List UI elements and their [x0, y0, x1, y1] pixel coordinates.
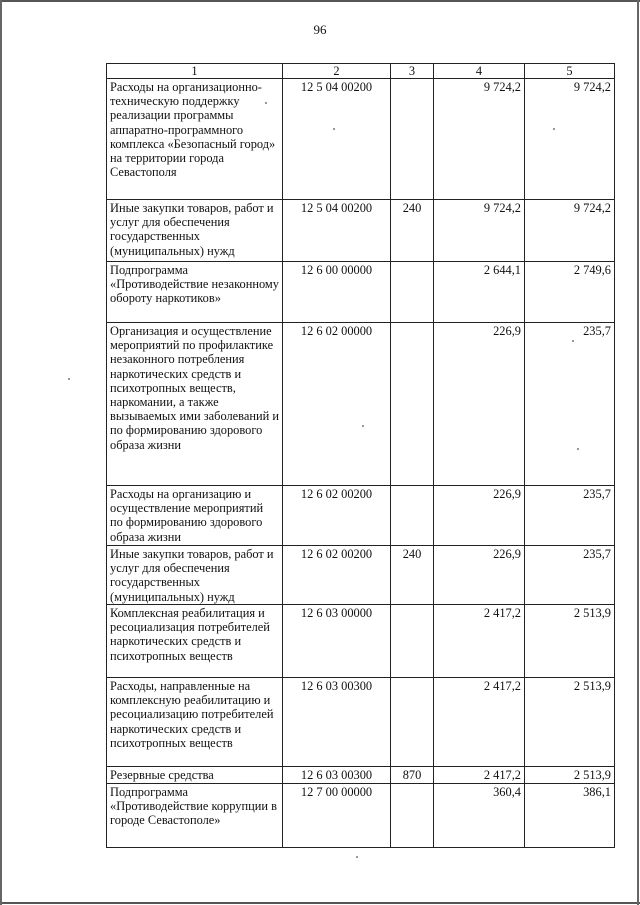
row-code: 12 6 03 00000 [283, 605, 391, 678]
row-type: 240 [391, 200, 434, 262]
row-amount-1: 9 724,2 [434, 200, 525, 262]
table-row [107, 200, 615, 262]
row-code: 12 5 04 00200 [283, 79, 391, 200]
row-amount-2: 235,7 [525, 486, 615, 546]
row-amount-1: 2 644,1 [434, 262, 525, 323]
scan-border-right [637, 0, 639, 905]
table-row [107, 546, 615, 605]
column-header-amount-2: 5 [525, 64, 615, 79]
row-amount-2: 2 513,9 [525, 767, 615, 784]
row-name: Расходы на организационно-техническую поддержку реализации программы аппаратно-программного комплекса «Безопасный город» на территории города Севастополя [107, 79, 283, 200]
scan-speck [577, 448, 579, 450]
table-row [107, 486, 615, 546]
column-header-type: 3 [391, 64, 434, 79]
row-amount-2: 2 749,6 [525, 262, 615, 323]
column-header-name: 1 [107, 64, 283, 79]
row-amount-1: 2 417,2 [434, 678, 525, 767]
row-type [391, 678, 434, 767]
row-name: Подпрограмма «Противодействие незаконному обороту наркотиков» [107, 262, 283, 323]
row-code: 12 7 00 00000 [283, 784, 391, 848]
row-name: Расходы, направленные на комплексную реабилитацию и ресоциализацию потребителей наркотических средств и психотропных веществ [107, 678, 283, 767]
row-code: 12 6 02 00000 [283, 323, 391, 486]
row-name: Подпрограмма «Противодействие коррупции в городе Севастополе» [107, 784, 283, 848]
row-amount-1: 2 417,2 [434, 605, 525, 678]
row-code: 12 5 04 00200 [283, 200, 391, 262]
table-row [107, 323, 615, 486]
table-row [107, 678, 615, 767]
row-code: 12 6 03 00300 [283, 767, 391, 784]
row-type: 870 [391, 767, 434, 784]
column-header-code: 2 [283, 64, 391, 79]
row-amount-2: 2 513,9 [525, 678, 615, 767]
budget-table [106, 63, 615, 848]
scan-speck [265, 102, 267, 104]
row-amount-1: 2 417,2 [434, 767, 525, 784]
row-amount-1: 360,4 [434, 784, 525, 848]
table-row [107, 262, 615, 323]
row-amount-2: 9 724,2 [525, 79, 615, 200]
page-number: 96 [313, 22, 327, 37]
row-amount-1: 226,9 [434, 486, 525, 546]
scan-speck [356, 856, 358, 858]
row-type: 240 [391, 546, 434, 605]
row-name: Расходы на организацию и осуществление мероприятий по формированию здорового образа жизни [107, 486, 283, 546]
row-amount-1: 226,9 [434, 546, 525, 605]
row-amount-2: 386,1 [525, 784, 615, 848]
row-amount-1: 9 724,2 [434, 79, 525, 200]
row-type [391, 79, 434, 200]
scan-speck [553, 128, 555, 130]
row-type [391, 262, 434, 323]
row-name: Иные закупки товаров, работ и услуг для обеспечения государственных (муниципальных) нужд [107, 200, 283, 262]
row-name: Комплексная реабилитация и ресоциализация потребителей наркотических средств и психотропных веществ [107, 605, 283, 678]
scan-border-top [0, 0, 640, 2]
row-amount-2: 9 724,2 [525, 200, 615, 262]
row-type [391, 784, 434, 848]
row-name: Резервные средства [107, 767, 283, 784]
row-code: 12 6 02 00200 [283, 486, 391, 546]
table-row [107, 767, 615, 784]
row-code: 12 6 00 00000 [283, 262, 391, 323]
table-header-row [107, 64, 615, 79]
scan-border-left [0, 0, 2, 905]
scan-border-bottom [0, 902, 640, 904]
row-code: 12 6 03 00300 [283, 678, 391, 767]
scan-speck [572, 340, 574, 342]
table-row [107, 784, 615, 848]
row-name: Организация и осуществление мероприятий по профилактике незаконного потребления наркотических средств и психотропных веществ, наркомании, а также вызываемых ими заболеваний и по формированию здорового образа жизни [107, 323, 283, 486]
row-amount-2: 2 513,9 [525, 605, 615, 678]
row-code: 12 6 02 00200 [283, 546, 391, 605]
row-amount-2: 235,7 [525, 546, 615, 605]
row-type [391, 323, 434, 486]
table-row [107, 605, 615, 678]
row-name: Иные закупки товаров, работ и услуг для обеспечения государственных (муниципальных) нужд [107, 546, 283, 605]
column-header-amount-1: 4 [434, 64, 525, 79]
row-type [391, 486, 434, 546]
table-row [107, 79, 615, 200]
row-amount-1: 226,9 [434, 323, 525, 486]
row-amount-2: 235,7 [525, 323, 615, 486]
scan-speck [333, 128, 335, 130]
scan-speck [68, 378, 70, 380]
scan-speck [362, 425, 364, 427]
row-type [391, 605, 434, 678]
